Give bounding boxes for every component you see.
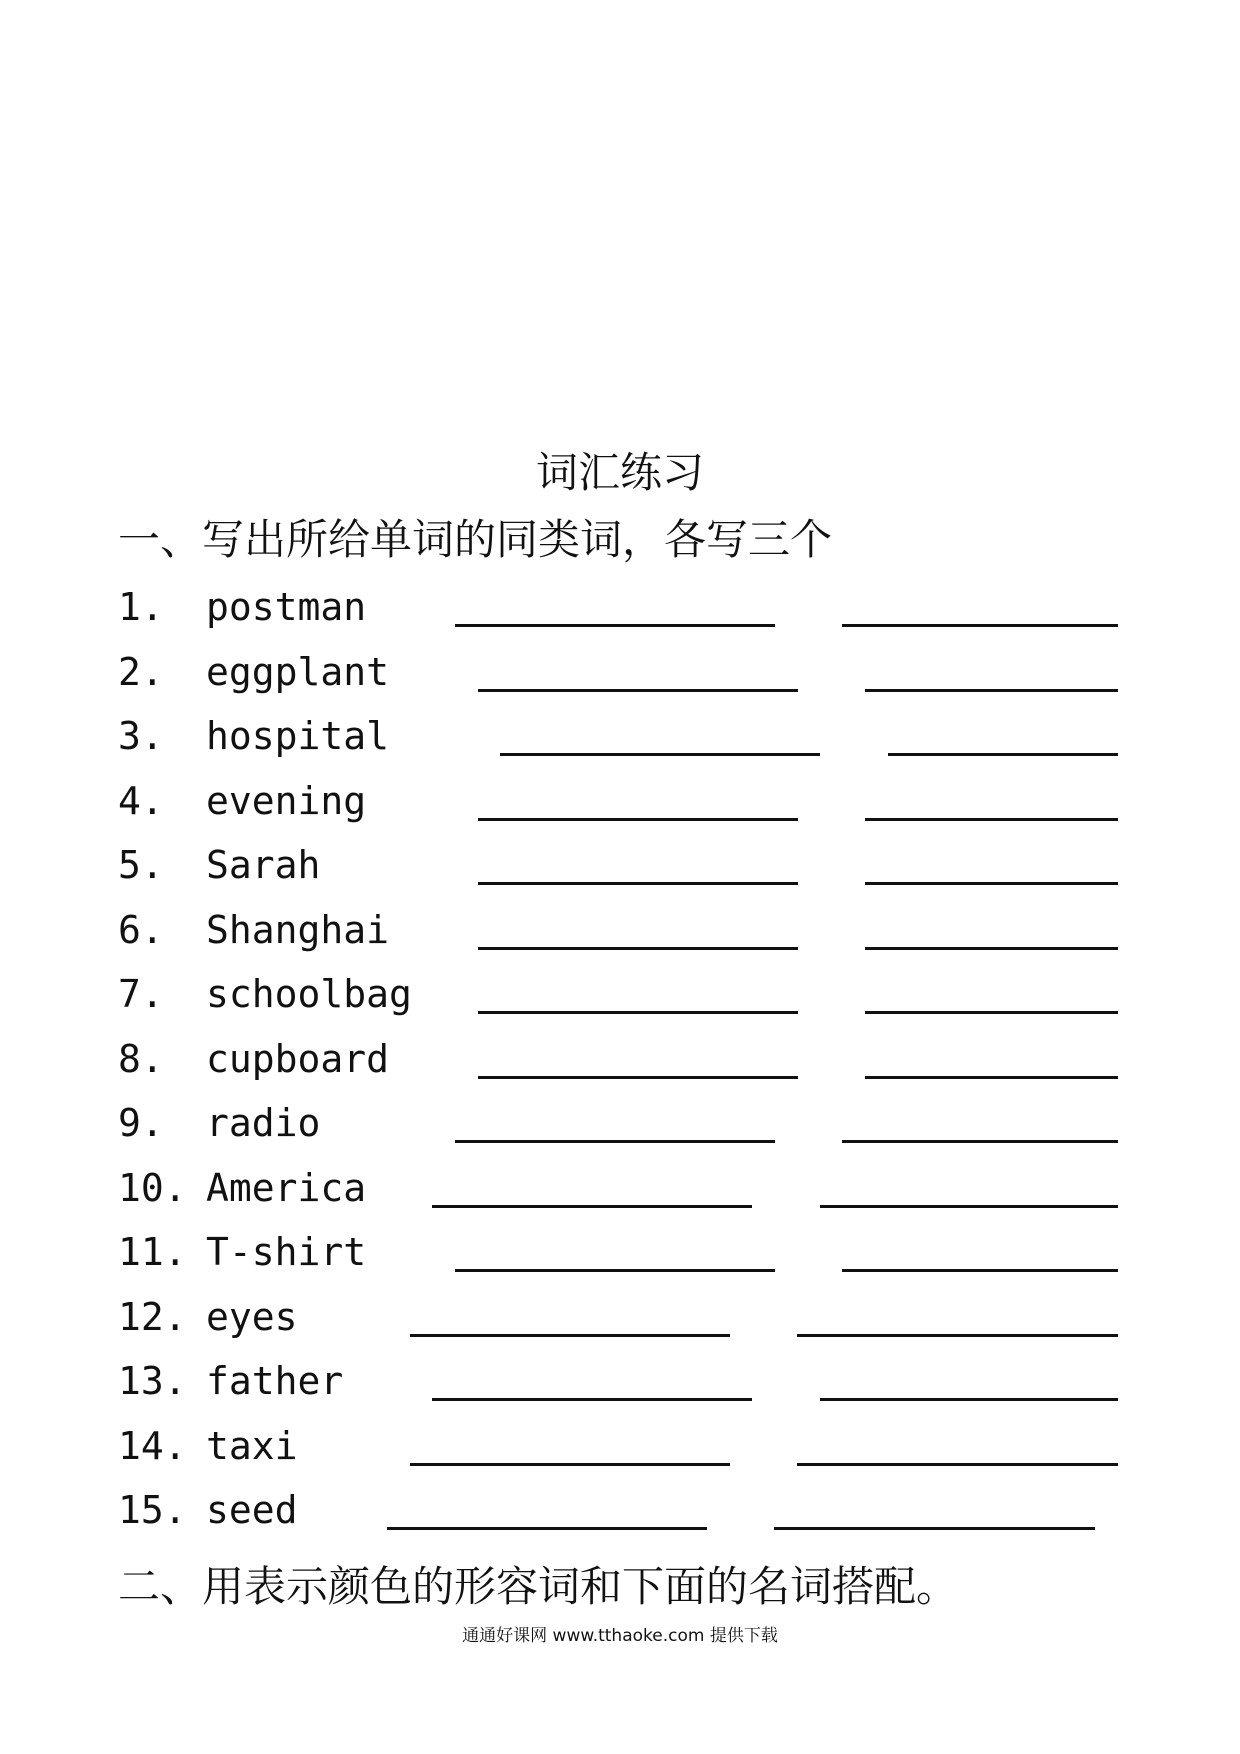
item-number: 14. xyxy=(118,1423,187,1468)
answer-blank-2[interactable] xyxy=(865,1076,1118,1079)
item-word: evening xyxy=(206,778,367,823)
answer-blank-1[interactable] xyxy=(455,1269,775,1272)
item-word: eyes xyxy=(206,1294,298,1339)
answer-blank-2[interactable] xyxy=(865,1011,1118,1014)
answer-blank-2[interactable] xyxy=(820,1398,1118,1401)
item-word: postman xyxy=(206,585,367,629)
answer-blank-2[interactable] xyxy=(865,818,1118,821)
answer-blank-1[interactable] xyxy=(478,689,798,692)
answer-blank-1[interactable] xyxy=(478,947,798,950)
answer-blank-1[interactable] xyxy=(478,818,798,821)
item-number: 11. xyxy=(118,1230,187,1274)
item-number: 13. xyxy=(118,1359,187,1403)
answer-blank-2[interactable] xyxy=(797,1334,1118,1337)
section-1-heading: 一、写出所给单词的同类词，各写三个 xyxy=(118,515,833,564)
item-word: cupboard xyxy=(206,1036,390,1081)
item-word: taxi xyxy=(206,1423,298,1468)
answer-blank-1[interactable] xyxy=(410,1334,730,1337)
answer-blank-2[interactable] xyxy=(888,753,1118,756)
item-word: Shanghai xyxy=(206,907,390,952)
answer-blank-1[interactable] xyxy=(478,1076,798,1079)
item-word: father xyxy=(206,1359,344,1403)
answer-blank-2[interactable] xyxy=(865,882,1118,885)
footer-text: 通通好课网 www.tthaoke.com 提供下载 xyxy=(462,1626,778,1646)
answer-blank-1[interactable] xyxy=(500,753,820,756)
answer-blank-2[interactable] xyxy=(820,1205,1118,1208)
answer-blank-2[interactable] xyxy=(774,1527,1095,1530)
answer-blank-1[interactable] xyxy=(410,1463,730,1466)
answer-blank-1[interactable] xyxy=(478,882,798,885)
page-title: 词汇练习 xyxy=(535,448,704,497)
item-number: 9. xyxy=(118,1101,164,1145)
item-number: 6. xyxy=(118,907,164,952)
answer-blank-2[interactable] xyxy=(842,1269,1118,1272)
item-number: 2. xyxy=(118,649,164,694)
item-word: T-shirt xyxy=(206,1230,367,1274)
answer-blank-2[interactable] xyxy=(842,1140,1118,1143)
section-2-heading: 二、用表示颜色的形容词和下面的名词搭配。 xyxy=(118,1562,959,1611)
answer-blank-1[interactable] xyxy=(455,1140,775,1143)
item-number: 15. xyxy=(118,1488,187,1532)
item-number: 10. xyxy=(118,1165,187,1210)
answer-blank-1[interactable] xyxy=(478,1011,798,1014)
item-word: America xyxy=(206,1165,367,1210)
item-number: 4. xyxy=(118,778,164,823)
item-number: 5. xyxy=(118,843,164,887)
answer-blank-1[interactable] xyxy=(387,1527,707,1530)
item-word: hospital xyxy=(206,714,390,758)
answer-blank-2[interactable] xyxy=(865,947,1118,950)
answer-blank-1[interactable] xyxy=(432,1205,752,1208)
answer-blank-2[interactable] xyxy=(842,624,1118,627)
item-number: 1. xyxy=(118,585,164,629)
item-word: radio xyxy=(206,1101,321,1145)
item-number: 7. xyxy=(118,972,164,1016)
item-number: 12. xyxy=(118,1294,187,1339)
item-number: 8. xyxy=(118,1036,164,1081)
item-word: eggplant xyxy=(206,649,390,694)
item-word: schoolbag xyxy=(206,972,412,1016)
answer-blank-2[interactable] xyxy=(865,689,1118,692)
answer-blank-2[interactable] xyxy=(797,1463,1118,1466)
item-number: 3. xyxy=(118,714,164,758)
answer-blank-1[interactable] xyxy=(455,624,775,627)
item-word: Sarah xyxy=(206,843,321,887)
answer-blank-1[interactable] xyxy=(432,1398,752,1401)
item-word: seed xyxy=(206,1488,298,1532)
